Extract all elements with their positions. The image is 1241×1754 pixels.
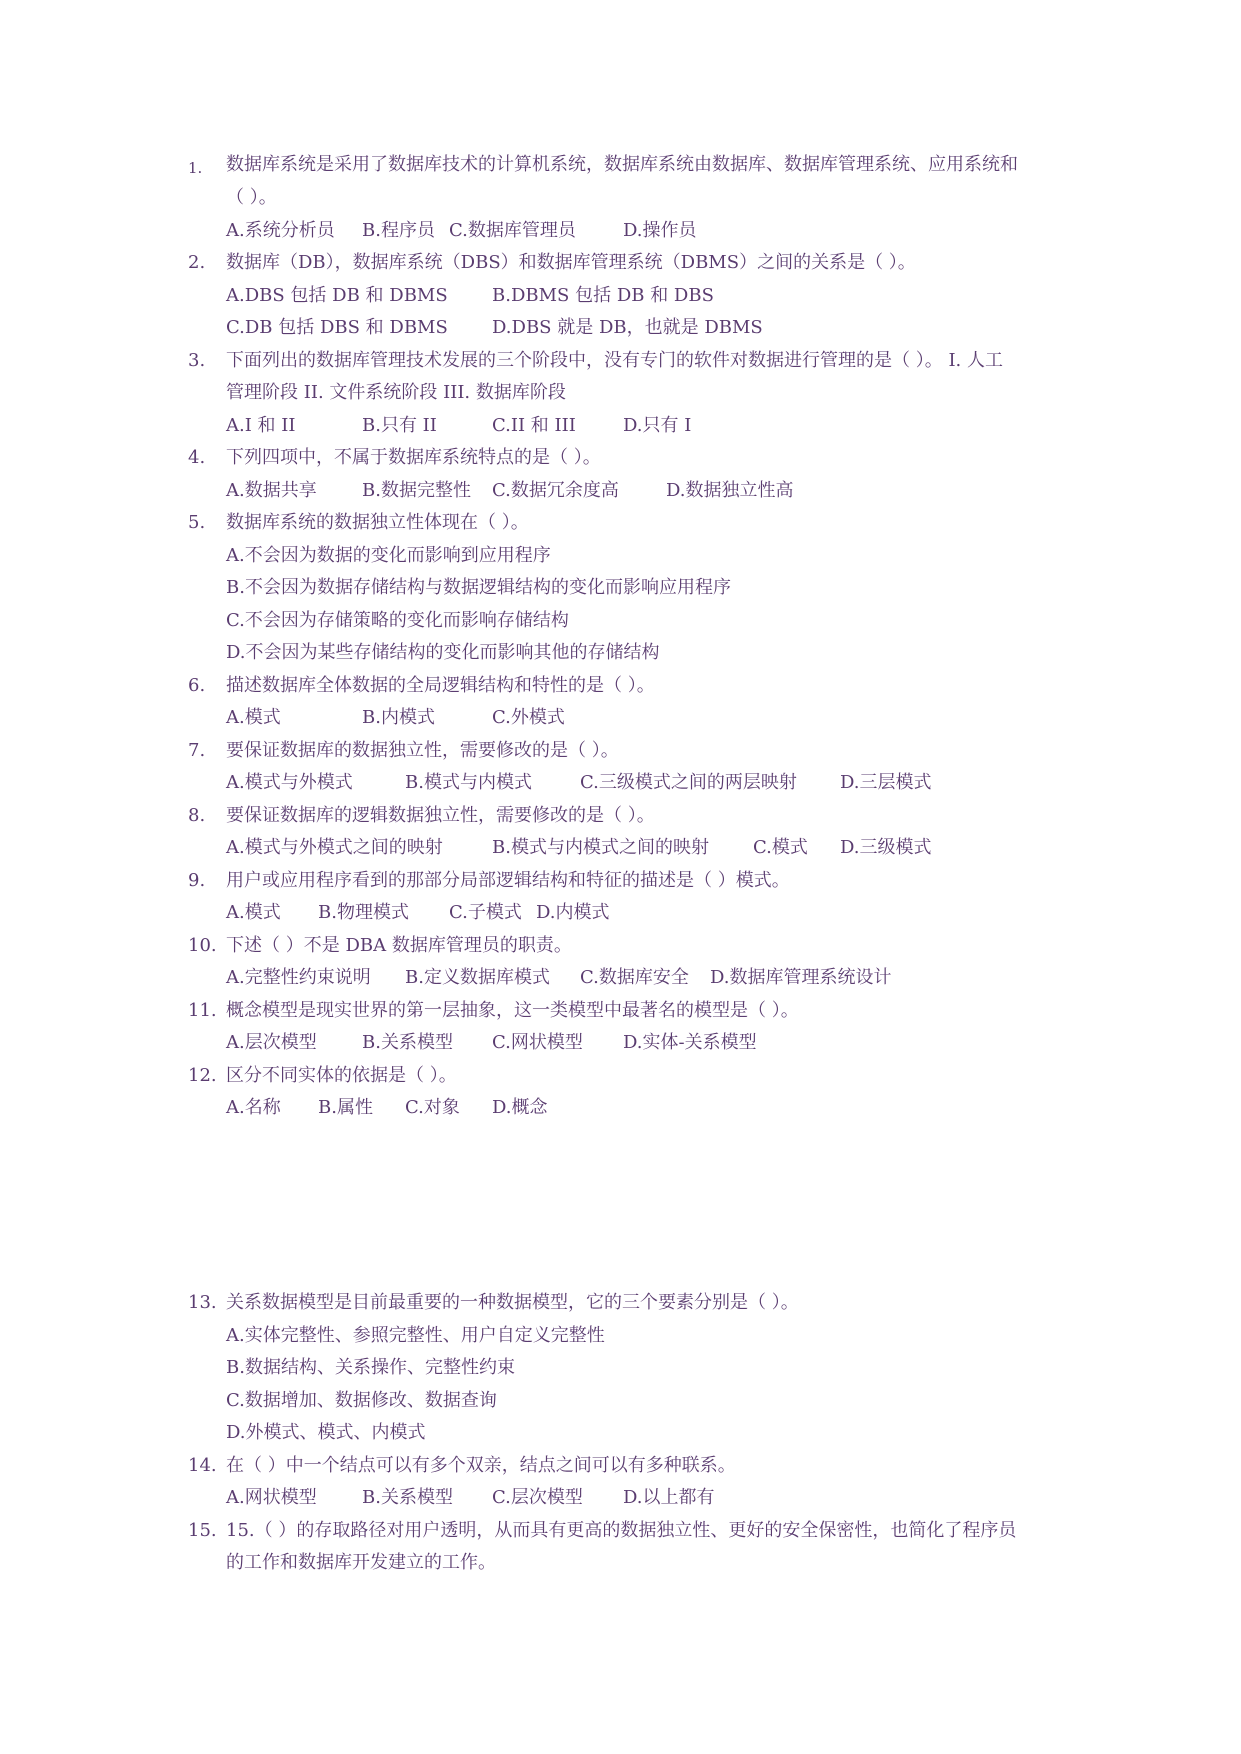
question-text: 概念模型是现实世界的第一层抽象，这一类模型中最著名的模型是（ ）。 — [226, 1000, 799, 1021]
option: B.数据结构、关系操作、完整性约束 — [226, 1357, 515, 1378]
question-text: 区分不同实体的依据是（ ）。 — [226, 1065, 457, 1086]
question-text: 要保证数据库的逻辑数据独立性，需要修改的是（ ）。 — [226, 805, 655, 826]
option: D.数据库管理系统设计 — [710, 967, 892, 988]
question-number: 1. — [188, 159, 203, 177]
option: C.层次模型 — [492, 1487, 583, 1508]
option: C.模式 — [753, 837, 808, 858]
option: D.只有 I — [623, 415, 692, 436]
option: C.数据冗余度高 — [492, 480, 619, 501]
question-number: 9. — [188, 870, 206, 891]
option: A.网状模型 — [226, 1487, 317, 1508]
option: B.DBMS 包括 DB 和 DBS — [492, 285, 714, 306]
question-number: 3. — [188, 350, 206, 371]
option: A.I 和 II — [226, 415, 296, 436]
option: D.数据独立性高 — [666, 480, 794, 501]
option: B.数据完整性 — [362, 480, 471, 501]
option: D.三级模式 — [840, 837, 932, 858]
question-number: 6. — [188, 675, 206, 696]
question-text: 的工作和数据库开发建立的工作。 — [226, 1552, 496, 1573]
option: C.数据增加、数据修改、数据查询 — [226, 1390, 497, 1411]
option: B.属性 — [318, 1097, 373, 1118]
question-text: 管理阶段 II. 文件系统阶段 III. 数据库阶段 — [226, 382, 566, 403]
option: D.内模式 — [536, 902, 610, 923]
option: C.数据库管理员 — [449, 220, 576, 241]
question-text: 描述数据库全体数据的全局逻辑结构和特性的是（ ）。 — [226, 675, 655, 696]
option: A.模式与外模式 — [226, 772, 353, 793]
question-text: 关系数据模型是目前最重要的一种数据模型，它的三个要素分别是（ ）。 — [226, 1292, 799, 1313]
option: D.三层模式 — [840, 772, 932, 793]
option: A.层次模型 — [226, 1032, 317, 1053]
option: B.定义数据库模式 — [405, 967, 550, 988]
question-text: 15.（ ）的存取路径对用户透明，从而具有更高的数据独立性、更好的安全保密性，也简化了程序员 — [226, 1520, 1017, 1541]
option: B.内模式 — [362, 707, 435, 728]
question-number: 4. — [188, 447, 206, 468]
option: A.系统分析员 — [226, 220, 335, 241]
option: A.完整性约束说明 — [226, 967, 371, 988]
option: B.不会因为数据存储结构与数据逻辑结构的变化而影响应用程序 — [226, 577, 731, 598]
question-text: 下面列出的数据库管理技术发展的三个阶段中，没有专门的软件对数据进行管理的是（ ）。 I. 人工 — [226, 350, 1003, 371]
option: A.模式 — [226, 902, 281, 923]
option: D.操作员 — [623, 220, 697, 241]
option: B.程序员 — [362, 220, 435, 241]
question-number: 5. — [188, 512, 206, 533]
option: C.三级模式之间的两层映射 — [580, 772, 797, 793]
option: A.数据共享 — [226, 480, 317, 501]
question-number: 14. — [188, 1455, 217, 1476]
option: C.数据库安全 — [580, 967, 689, 988]
option: D.实体-关系模型 — [623, 1032, 757, 1053]
option: A.模式 — [226, 707, 281, 728]
option: D.外模式、模式、内模式 — [226, 1422, 426, 1443]
question-text: 数据库系统是采用了数据库技术的计算机系统，数据库系统由数据库、数据库管理系统、应用系统和 — [226, 154, 1018, 175]
question-number: 7. — [188, 740, 206, 761]
question-number: 12. — [188, 1065, 217, 1086]
question-number: 15. — [188, 1520, 217, 1541]
option: C.对象 — [405, 1097, 460, 1118]
question-text: 在（ ）中一个结点可以有多个双亲，结点之间可以有多种联系。 — [226, 1455, 736, 1476]
question-text: 下述（ ）不是 DBA 数据库管理员的职责。 — [226, 935, 572, 956]
option: C.外模式 — [492, 707, 565, 728]
option: C.DB 包括 DBS 和 DBMS — [226, 317, 448, 338]
question-text: 数据库（DB），数据库系统（DBS）和数据库管理系统（DBMS）之间的关系是（ ）。 — [226, 252, 916, 273]
option: B.模式与内模式之间的映射 — [492, 837, 709, 858]
option: C.子模式 — [449, 902, 522, 923]
option: C.不会因为存储策略的变化而影响存储结构 — [226, 610, 569, 631]
option: D.不会因为某些存储结构的变化而影响其他的存储结构 — [226, 642, 660, 663]
option: A.模式与外模式之间的映射 — [226, 837, 443, 858]
question-text: 要保证数据库的数据独立性，需要修改的是（ ）。 — [226, 740, 619, 761]
option: D.以上都有 — [623, 1487, 715, 1508]
option: A.实体完整性、参照完整性、用户自定义完整性 — [226, 1325, 605, 1346]
option: D.DBS 就是 DB，也就是 DBMS — [492, 317, 763, 338]
question-number: 10. — [188, 935, 217, 956]
option: B.模式与内模式 — [405, 772, 532, 793]
option: B.关系模型 — [362, 1487, 453, 1508]
question-text: 用户或应用程序看到的那部分局部逻辑结构和特征的描述是（ ）模式。 — [226, 870, 790, 891]
option: C.网状模型 — [492, 1032, 583, 1053]
option: A.DBS 包括 DB 和 DBMS — [226, 285, 448, 306]
option: B.物理模式 — [318, 902, 409, 923]
question-number: 8. — [188, 805, 206, 826]
option: A.名称 — [226, 1097, 281, 1118]
question-number: 2. — [188, 252, 206, 273]
option: C.II 和 III — [492, 415, 576, 436]
question-text: 数据库系统的数据独立性体现在（ ）。 — [226, 512, 529, 533]
question-text: （ ）。 — [226, 187, 277, 208]
option: D.概念 — [492, 1097, 548, 1118]
option: B.只有 II — [362, 415, 437, 436]
question-number: 13. — [188, 1292, 217, 1313]
question-number: 11. — [188, 1000, 217, 1021]
question-text: 下列四项中，不属于数据库系统特点的是（ ）。 — [226, 447, 601, 468]
option: A.不会因为数据的变化而影响到应用程序 — [226, 545, 551, 566]
option: B.关系模型 — [362, 1032, 453, 1053]
